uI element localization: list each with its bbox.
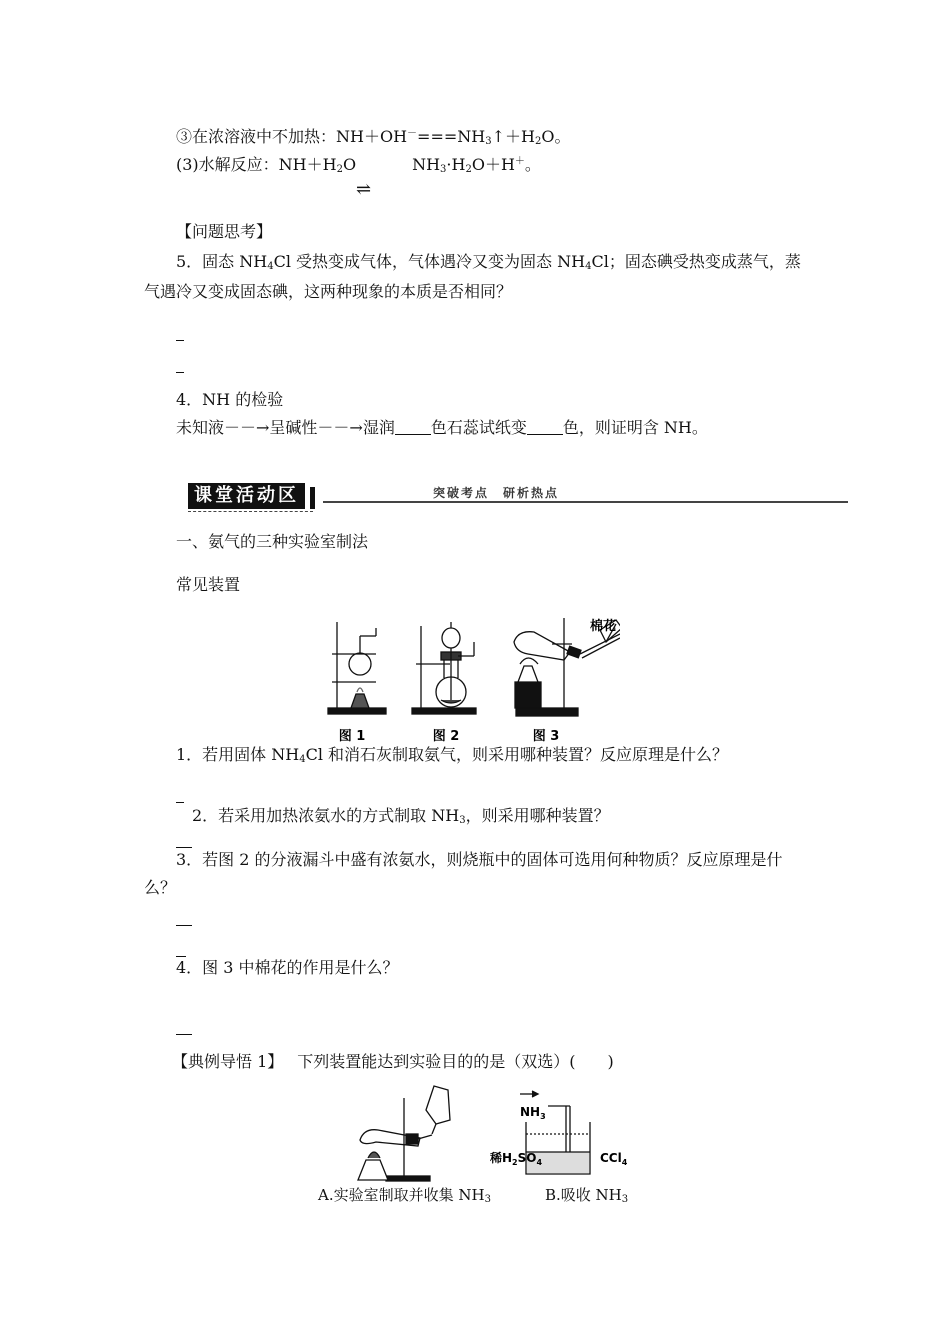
blank-field[interactable]: [395, 420, 431, 435]
subscript: 3: [540, 1112, 546, 1121]
question-header: 【问题思考】: [176, 222, 273, 241]
question-4: 4．图 3 中棉花的作用是什么？: [176, 958, 399, 977]
text: B.吸收 NH: [545, 1186, 622, 1204]
text: Cl 受热变成气体，气体遇冷又变为固态 NH: [273, 252, 586, 271]
text: NH: [520, 1105, 541, 1119]
caption-a: [318, 1185, 491, 1210]
text: ===NH: [417, 127, 486, 146]
banner-line: [323, 501, 848, 503]
nh3-label: [520, 1105, 546, 1121]
example-line: [172, 1052, 614, 1072]
text: O。: [541, 127, 571, 146]
text: 。: [524, 155, 541, 174]
subscript: 3: [440, 164, 447, 175]
fig-label-1: 图 1: [338, 729, 366, 744]
question-1: [176, 745, 728, 770]
base: [328, 708, 386, 714]
answer-line: [176, 847, 192, 848]
text: 色，则证明含 NH。: [562, 418, 708, 437]
subscript: 2: [512, 1158, 518, 1167]
text: O＋H: [471, 155, 515, 174]
text: Cl 和消石灰制取氨气，则采用哪种装置？反应原理是什么？: [305, 745, 729, 764]
question-3-line2: 么？: [144, 878, 177, 897]
section-4-title: 4．NH 的检验: [176, 390, 284, 409]
subscript: 4: [299, 754, 306, 765]
subscript: 3: [459, 815, 466, 826]
text: O: [342, 155, 357, 174]
text: ·H: [446, 155, 466, 174]
answer-line: [176, 372, 184, 373]
section-1-subheading: 常见装置: [176, 575, 241, 594]
text: NH: [412, 155, 441, 174]
acid-label: [490, 1150, 542, 1167]
blank-field[interactable]: [527, 420, 563, 435]
subscript: 4: [621, 1158, 628, 1167]
subscript: 2: [534, 136, 542, 147]
cotton-label: 棉花: [589, 619, 616, 634]
subscript: 4: [536, 1158, 543, 1167]
question-5-line1: [176, 252, 801, 277]
text: ↑＋H: [491, 127, 535, 146]
subscript: 4: [585, 261, 592, 272]
ccl4-label: [600, 1151, 628, 1167]
question-5-line2: 气遇冷又变成固态碘，这两种现象的本质是否相同？: [144, 282, 513, 301]
fig-label-3: 图 3: [532, 729, 560, 744]
text: 2．若采用加热浓氨水的方式制取 NH: [192, 806, 460, 825]
subscript: 2: [465, 164, 472, 175]
text: (3)水解反应：NH＋H: [176, 155, 337, 174]
superscript: －: [407, 128, 418, 139]
text: CCl: [600, 1151, 622, 1165]
banner-underline: [188, 511, 313, 512]
text: A.实验室制取并收集 NH: [318, 1186, 485, 1204]
fig-label-2: 图 2: [432, 729, 460, 744]
subscript: 3: [485, 136, 492, 147]
banner-subtitle: 突破考点 研析热点: [433, 486, 560, 500]
answer-line: [176, 1034, 192, 1035]
ionic-equation-line: [176, 124, 570, 152]
example-question: 下列装置能达到实验目的的是（双选）( ): [297, 1052, 614, 1071]
apparatus-b-figure: [490, 1090, 640, 1180]
subscript: 3: [621, 1194, 629, 1205]
answer-line: [176, 956, 186, 957]
text: ③在浓溶液中不加热：NH＋OH: [176, 127, 408, 146]
hydrolysis-line: [176, 152, 541, 180]
subscript: 2: [336, 164, 343, 175]
apparatus-a-figure: [350, 1080, 460, 1182]
question-3-line1: 3．若图 2 的分液漏斗中盛有浓氨水，则烧瓶中的固体可选用何种物质？反应原理是什: [176, 850, 783, 869]
subscript: 3: [484, 1194, 491, 1205]
text: Cl；固态碘受热变成蒸气，蒸: [591, 252, 801, 271]
text: 5．固态 NH: [176, 252, 268, 271]
text: 1．若用固体 NH: [176, 745, 300, 764]
answer-line: [176, 925, 192, 926]
subscript: 4: [267, 261, 274, 272]
text: 色石蕊试纸变: [430, 418, 527, 437]
banner-bar: [310, 487, 315, 509]
text: ，则采用哪种装置？: [465, 806, 610, 825]
question-2: [192, 806, 610, 831]
superscript: ＋: [514, 156, 525, 167]
section-1-heading: 一、氨气的三种实验室制法: [176, 532, 369, 551]
answer-line: [176, 340, 184, 341]
text: SO: [517, 1151, 537, 1165]
flask: [349, 653, 371, 675]
banner-title: 课堂活动区: [188, 483, 305, 509]
text: 稀H: [490, 1151, 513, 1165]
text: 未知液－－→呈碱性－－→湿润: [176, 418, 395, 437]
detection-line: [176, 418, 708, 438]
example-title: 【典例导悟 1】: [172, 1052, 284, 1071]
caption-b: [545, 1185, 628, 1210]
section-banner: [183, 483, 848, 513]
equilibrium-arrow-icon: ⇌: [356, 179, 372, 200]
apparatus-figure: [320, 612, 620, 744]
answer-line: [176, 802, 184, 803]
